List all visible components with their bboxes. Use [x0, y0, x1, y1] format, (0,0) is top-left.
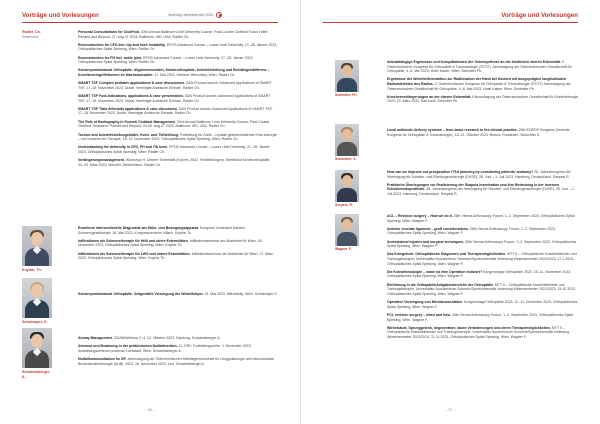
portrait-photo: [22, 278, 52, 318]
person-name: Szepesi, R.: [335, 203, 353, 207]
entry: Infiltrationen als Schmerztherapie für LWS und untere Extremitäten. Infiltrationsseminar der Akademie für Wien, 17. März 2023, Orthopädisches Spital Speising, Wien. Koyrlar Th.: [78, 251, 273, 261]
entries-wagner: [387, 214, 579, 343]
logo-icon: [216, 12, 222, 18]
entry: Praktische Überlegungen zur Realisierung der Skapula-Inzentration und ihre Bedeutung in der inversen Schulterendoprothetik. 28. Jahreskongress der Vereinigung für Schulter- und Ellenbogenchirurgie (DVSE), 28. Juni – 1. Juli 2023, Hamburg, Deutschland. Szepesi R.: [387, 182, 575, 197]
portrait-photo: [22, 328, 52, 368]
header-rule: [22, 22, 278, 23]
entries-schalmayer: [78, 292, 278, 300]
entry: Airway Management. OGAN/Webinar 3.-4. 12. Oktober 2023, Salzburg. Schabetsberger A.: [78, 336, 221, 340]
portrait-photo: [335, 214, 359, 246]
person-name: Radler, Ch. Seibersdorf: [22, 30, 41, 39]
entry: Wirbelsäule, Sprunggelenk, degenerative, akute Veränderungen und deren Therapiemöglichkeiten. MTT II – Orthopädische Krankheitsbilder und Trainingstherapie, Universitäts-Sportzentrum Schmelz/Sportuniversität Vorlesung Wintersemester 2023/2024, 21.11.2023, Orthopädisches Spital Speising, Wien. Wagner F.: [387, 325, 570, 339]
entry: Einführung in die Orthopädie/Aufgabenbereiche der Orthopädie. MTT II – Orthopädische Krankheitsbilder und Trainingstherapie, Universitäts-Sportzentrum Schmelz/Sportuniversität Vorlesung Wintersemester 2022/2023, 19.10.2022, Orthopädisches Spital Speising, Wien. Wagner F.: [387, 282, 576, 296]
entry: Alterabhängige Ergebnisse und Komplikationen der Osteosynthese an der kindlichen oberen Extremität. 2. Österreichischer Kongress für Orthopädie & Traumatologie (ÖTOT) Jahrestagung der Österreichischen Gesellschaft für Orthopädie, 4.-6. Mai 2023, Hotel Kaiser, Wien. Schindler Ph.: [387, 60, 572, 74]
entries-schuchter: [387, 128, 579, 141]
entries-koyrlar: [78, 226, 278, 264]
entry: Infiltrationen als Schmerztherapie für Hüft und obere Extremitäten. Infiltrationsseminar der Akademie für Wien, 18. November 2023, Orthopädisches Spital Speising, Wien. Koyrlar Th.: [78, 238, 263, 248]
entries-schindler: [387, 60, 579, 108]
entry: Reconstruction for CFD incl. hip and knee instability. EPOS Advanced Course – Lower Limb Deformity, 27.-28. Jänner 2023, Orthopädisches Spital Speising, Wien. Radler Ch.: [78, 42, 278, 52]
entry: PCL revision surgery – when and how. 26th Vienna Arthroscopy Forum, 1.-2. September 2023, Orthopädisches Spital Speising, Wien. Wagner F.: [387, 312, 574, 322]
entry: Ergebnisse der Weichteilinteraktion zur Radiiosation der Hand bei Kindern mit ausgeprägten longitudinalen Radiusdefekten des Radius. 2. Österreichischer Kongress für Orthopädie & Traumatologie (ÖTOT) Jahrestagung der Österreichischen Gesellschaft für Orthopädie, 4.-6. Mai 2023, Hotel Kaiser, Wien. Schindler Ph.: [387, 77, 571, 91]
entry: Schwerpunktmanual Orthopädie: Zeitgemäße Versorgung der Wirbelkörper. 24. Mai 2023, Mitrovitsky, Wien. Schalmayer D.: [78, 292, 278, 296]
portrait-photo: [22, 226, 52, 266]
entry: ACL – Revision surgery – How we do it. 26th Vienna Arthroscopy Forum, 1.-2. September 2023, Orthopädisches Spital Speising, Wien. Wagner F.: [387, 214, 575, 223]
entry: Anterior cruciate ligament – graft considerations. 26th Vienna Arthroscopy Forum, 1.-2. September 2023, Orthopädisches Spital Speising, Wien. Wagner F.: [387, 226, 556, 236]
person-name: Schalmayer, D.: [22, 320, 48, 324]
entries-radler: [78, 30, 278, 171]
person-name: Schabetsberger, A.: [22, 370, 50, 379]
entry: SMART TSF Foot-Indications, applications & case presentation. S&N Product launch: Advanced Applications of SMART TSF, 17.-18. November 2023, Dubai, Vereinigte Arabische Emirate. Radler Ch.: [78, 94, 271, 103]
entry: Reconstruction for FH incl. ankle joint. EPOS Advanced Course – Lower Limb Deformity, 27.-28. Jänner 2023, Orthopädisches Spital Speising, Wien. Radler Ch.: [78, 55, 254, 65]
entry: Schwerpunktmanual Orthopädie: Allgemeinmedizin, Kinderorthopädie, Achsfehlstellung und Beinlängendifferenz – Korrektureingriffsformen im Wachstumsalter. 17. Mai 2023, Webinar Mitrovitsky, Wien. Radler Ch.: [78, 68, 270, 78]
portrait-photo: [335, 124, 359, 156]
portrait-photo: [335, 60, 359, 92]
entry: Anterolateral injuries and surgical techniques. 26th Vienna Arthroscopy Forum, 1.-2. September 2023, Orthopädisches Spital Speising, Wien. Wagner F.: [387, 239, 577, 249]
portrait-photo: [335, 170, 359, 202]
entry: Operative Versorgung von Meniskusschäden. Kongresstage Orthopädie 2023, 10.-11. November 2023, Orthopädisches Spital Speising, Wien. Wagner F.: [387, 300, 578, 309]
person-name: Wagner, F.: [335, 247, 352, 251]
right-page: [300, 0, 600, 424]
section-title: Vorträge und Vorlesungen: [22, 12, 99, 19]
entry: Atemnot und Beatmung in der präklinischen Notfallmedizin. 21. ERC Fortbildungsreihe, 4. Dezember 2023, Ausbildungszentrum prosense Lichtstadt, Wien. Schabetsberger A.: [78, 344, 252, 353]
entry: SMART TSF Tibia deformity applications & case discussion. S&N Product launch: Advanced Applications of SMART TSF, 17.-18. November 2023, Dubai, Vereinigte Arabische Emirate. Radler Ch.: [78, 106, 273, 116]
entry: Personal Consultations for ClubFoot. 33rd Annual Baltimore Limb Deformity Course; Post-Course Clubfoot Focus Hotel: Renaud and Beyond. 27. Aug 27 2023; Baltimore, MD, USA. Radler Ch.: [78, 30, 269, 39]
header-rule: [323, 22, 578, 23]
entry: Verlängerungsmanagement. Workshop H. Unterer Extremität (Kurven, MLD, Fehlstellungen), Streifband Kinderorthopädie, 24.-25. März 2023, Münster, Deutschland. Radler Ch.: [78, 158, 271, 167]
entry: SMART TSF Complex pediatric applications & case discussions. S&N Product launch: Advanced Applications of SMART TSF, 17.-18. November 2023, Dubai, Vereinigte Arabische Emirate. Radler Ch.: [78, 81, 272, 90]
header-center-text: Speising Jahresbericht 2023: [168, 13, 214, 17]
entry: How can we improve our preoperative ITSA planning by considering patients' anatomy? 28. Jahreskongress der Vereinigung für Schulter- und Ellenbogenchirurgie (DVSE), 28. Juni – 1. Juli 2023, Hamburg, Deutschland. Szepesi R.: [387, 170, 571, 179]
entries-szepesi: [387, 170, 579, 200]
page-number: – 57 –: [445, 408, 456, 412]
entry: Das Kniegelenk: Orthopädische Diagnosen und Therapiemöglichkeiten. MTT II – Orthopädische Krankheitsbilder und Trainingstherapie, Universitäts-Sportzentrum Schmelz/Sportuniversität Vorlesung Wintersemester 2022/2023, 17.1.2023, Orthopädisches Spital Speising, Wien. Wagner F.: [387, 252, 577, 266]
entry: Torsion and Achsfehlstellungsbilder, Hoch- und Tiefstellung. Fortbildung für Ärzte – Update gelenkerhaltende Knie-chirurgie – von Ursache bis Therapie. 18.-11. November 2023, Orthopädisches Spital Speising, Wien. Radler Ch.: [78, 132, 278, 142]
page-number: – 56 –: [145, 408, 155, 412]
entry: Die Kniearthroskopie – wann ist eine Operation indiziert? Kongresstage Orthopädie 2023, 18.-11. November 2023, Orthopädisches Spital Speising, Wien. Wagner F.: [387, 269, 572, 279]
header-center: [168, 12, 222, 18]
entry: Local antibiotic delivery systems – from basic research to the clinical practice. 20th EORDP Kongress (Vereinte Kongress für Orthopädie & Traumatologie), 18.-21. Oktober 2023, Brasov, Rumänien. Schuchter S.: [387, 128, 570, 137]
entry: Understanding the deformity in CFD, FH and Tib hemi. EPOS Advanced Course – Lower Limb Deformity, 27.-28. Jänner 2023, Orthopädisches Spital Speising, Wien. Radler Ch.: [78, 145, 270, 154]
entry: Knochenverlängerungen an der oberen Extremität. Klausurtagung der Österreichischen Gesellschaft für Kinderchirurgie, 2023, 23. März 2023, Bad Ischl. Schindler Ph.: [387, 94, 580, 104]
section-title: Vorträge und Vorlesungen: [501, 12, 578, 19]
entries-schabetsberger: [78, 336, 278, 370]
person-name: Koyrlar, Th.: [22, 268, 42, 272]
person-name: Schindler, Ph.: [335, 93, 358, 97]
person-name: Schuchter, S.: [335, 157, 357, 161]
entry: The Role of Radiography in Ponseti Clubfoot Management. 33rd Annual Baltimore Limb Deformity Course; Post-Course Clubfoot Treatment: Ponseti and Beyond. 24-26. Aug 27 2023, Baltimore, MD, USA. Radler Ch.: [78, 119, 270, 129]
entry: Notfallkommunikation im OP. Jahrestagung der Österreichischen Arbeitsgemeinschaft für Urogynäkologie und rekonstruktive Beckenbodenchirurgie (AUB), 2023, 16. November 2023, Linz. Schabetsberger A.: [78, 357, 275, 366]
entry: Erweiterte interventionelle Diagnostik am Stütz- und Bewegungsapparat. Kongress Vorderarzt Kärnten Schmerzgesellschaft, 16. Mai 2023, Kongresszentrum Villach. Koyrlar Th.: [78, 226, 246, 235]
